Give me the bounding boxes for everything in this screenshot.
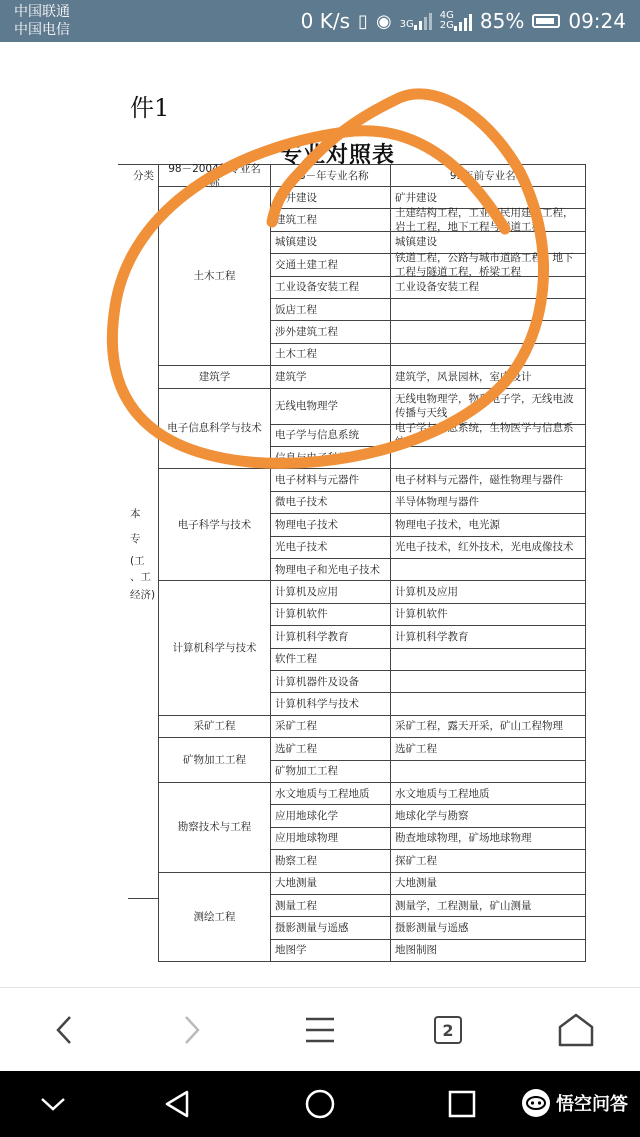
table-cell-major-93: 计算机科学教育: [270, 625, 390, 647]
table-cell-major-93: 水文地质与工程地质: [270, 782, 390, 804]
header-category: 分类: [118, 164, 158, 186]
table-cell-major-pre-93: [390, 298, 586, 320]
left-column-fragment: 本: [130, 508, 141, 520]
signal-bars-icon: [414, 12, 432, 30]
table-cell-major-93: 应用地球化学: [270, 804, 390, 826]
table-cell-major-pre-93: 电子学与信息系统，生物医学与信息系统: [390, 424, 586, 446]
table-cell-major-93: 电子学与信息系统: [270, 424, 390, 446]
carrier-label-2: 中国电信: [14, 22, 70, 38]
system-home-button[interactable]: [295, 1079, 345, 1129]
tabs-button[interactable]: [420, 1002, 476, 1058]
table-cell-major-93: 交通土建工程: [270, 253, 390, 275]
chevron-left-icon: [52, 1014, 76, 1046]
table-cell-major-93: 矿物加工工程: [270, 760, 390, 782]
table-cell-major-93: 大地测量: [270, 872, 390, 894]
table-cell-major-93: 涉外建筑工程: [270, 320, 390, 342]
net-3g-label: 3G: [399, 19, 414, 30]
table-cell-major-pre-93: 工业设备安装工程: [390, 276, 586, 298]
table-cell-major-pre-93: 土建结构工程，工业与民用建筑工程，岩土工程，地下工程与隧道工程: [390, 208, 586, 230]
table-cell-major-93: 光电子技术: [270, 536, 390, 558]
table-cell-major-93: 计算机软件: [270, 603, 390, 625]
home-button[interactable]: [548, 1002, 604, 1058]
table-cell-major-93: 城镇建设: [270, 231, 390, 253]
table-cell-major-pre-93: 光电子技术，红外技术，光电成像技术: [390, 536, 586, 558]
table-cell-major-pre-93: 建筑学，风景园林，室内设计: [390, 365, 586, 387]
table-cell-major-group: 电子信息科学与技术: [158, 388, 270, 469]
table-cell-major-group: 采矿工程: [158, 715, 270, 737]
forward-button[interactable]: [164, 1002, 220, 1058]
table-cell-major-93: 计算机科学与技术: [270, 692, 390, 714]
chevron-down-icon: [40, 1096, 66, 1112]
table-cell-major-pre-93: [390, 760, 586, 782]
table-cell-major-93: 采矿工程: [270, 715, 390, 737]
battery-percent: 85%: [479, 9, 525, 33]
table-cell-major-group: 计算机科学与技术: [158, 580, 270, 714]
table-cell-major-group: 测绘工程: [158, 872, 270, 962]
table-cell-major-93: 物理电子技术: [270, 513, 390, 535]
clock: 09:24: [568, 9, 626, 33]
watermark-text: 悟空问答: [556, 1094, 628, 1115]
table-cell-major-93: 建筑学: [270, 365, 390, 387]
square-recents-icon: [448, 1090, 476, 1118]
table-cell-major-pre-93: [390, 670, 586, 692]
status-bar: [0, 0, 640, 42]
table-cell-major-pre-93: 选矿工程: [390, 737, 586, 759]
table-cell-major-pre-93: 计算机科学教育: [390, 625, 586, 647]
net-4g-label: 4G: [439, 10, 454, 21]
table-cell-major-pre-93: [390, 343, 586, 365]
left-column-fragment: (工: [130, 555, 145, 567]
wukong-logo-icon: [522, 1089, 550, 1117]
circle-home-icon: [305, 1089, 335, 1119]
document-heading: 件1: [130, 94, 170, 122]
table-cell-major-93: 选矿工程: [270, 737, 390, 759]
status-indicators: [301, 0, 626, 42]
battery-icon: [532, 14, 560, 28]
table-cell-major-93: 软件工程: [270, 648, 390, 670]
table-cell-major-pre-93: 地图制图: [390, 939, 586, 961]
table-cell-major-93: 计算机及应用: [270, 580, 390, 602]
table-cell-major-pre-93: [390, 648, 586, 670]
table-cell-major-93: 工业设备安装工程: [270, 276, 390, 298]
triangle-back-icon: [163, 1089, 191, 1119]
table-cell-major-pre-93: 计算机软件: [390, 603, 586, 625]
table-cell-major-pre-93: 大地测量: [390, 872, 586, 894]
table-cell-major-93: 勘察工程: [270, 849, 390, 871]
left-column-fragment: 经济): [130, 589, 156, 601]
table-cell-major-pre-93: 物理电子技术，电光源: [390, 513, 586, 535]
table-cell-major-93: 地图学: [270, 939, 390, 961]
table-cell-major-pre-93: 采矿工程，露天开采，矿山工程物理: [390, 715, 586, 737]
table-cell-major-93: 摄影测量与遥感: [270, 916, 390, 938]
table-cell-major-93: 电子材料与元器件: [270, 468, 390, 490]
left-column-fragment: 、工: [130, 571, 151, 583]
system-navigation-bar: [0, 1071, 640, 1137]
network-speed: 0 K/s: [300, 9, 351, 33]
recents-button[interactable]: [437, 1079, 487, 1129]
table-cell-major-pre-93: 城镇建设: [390, 231, 586, 253]
table-cell-major-pre-93: 矿井建设: [390, 186, 586, 208]
table-cell-major-93: 信息与电子科学: [270, 446, 390, 468]
table-cell-major-pre-93: 计算机及应用: [390, 580, 586, 602]
table-cell-major-93: 无线电物理学: [270, 388, 390, 424]
net-2g-label: 2G: [439, 20, 454, 31]
chevron-right-icon: [180, 1014, 204, 1046]
table-cell-major-pre-93: 电子材料与元器件，磁性物理与器件: [390, 468, 586, 490]
signal-4g: [440, 11, 472, 31]
menu-button[interactable]: [292, 1002, 348, 1058]
table-cell-major-pre-93: [390, 320, 586, 342]
table-cell-major-pre-93: [390, 558, 586, 580]
signal-bars-icon: [454, 13, 472, 31]
browser-bottom-bar: [0, 987, 640, 1072]
hamburger-menu-icon: [305, 1017, 335, 1043]
table-cell-major-group: 土木工程: [158, 186, 270, 365]
carrier-label-1: 中国联通: [14, 4, 70, 20]
table-cell-major-pre-93: 测量学，工程测量，矿山测量: [390, 894, 586, 916]
wukong-watermark: [522, 1089, 628, 1117]
table-cell-major-pre-93: 探矿工程: [390, 849, 586, 871]
table-bottom-border: [158, 961, 586, 962]
table-cell-major-pre-93: 铁道工程，公路与城市道路工程，地下工程与隧道工程，桥梁工程: [390, 253, 586, 275]
vibrate-icon: ▯: [358, 10, 368, 32]
document-viewer[interactable]: [0, 42, 640, 987]
table-cell-major-93: 土木工程: [270, 343, 390, 365]
table-cell-major-93: 矿井建设: [270, 186, 390, 208]
home-icon: [558, 1013, 594, 1047]
table-cell-major-group: 电子科学与技术: [158, 468, 270, 580]
table-cell-major-pre-93: 无线电物理学，物理电子学，无线电波传播与天线: [390, 388, 586, 424]
collapse-button[interactable]: [28, 1079, 78, 1129]
tab-count-badge: 2: [434, 1016, 462, 1044]
table-cell-major-pre-93: 地球化学与勘察: [390, 804, 586, 826]
table-cell-major-pre-93: 勘查地球物理，矿场地球物理: [390, 827, 586, 849]
table-cell-major-93: 应用地球物理: [270, 827, 390, 849]
table-cell-major-93: 饭店工程: [270, 298, 390, 320]
header-major-93: 93－年专业名称: [270, 164, 390, 186]
table-cell-major-93: 测量工程: [270, 894, 390, 916]
header-major-pre-93: 93年前专业名称: [390, 164, 586, 186]
signal-3g: [400, 12, 432, 30]
system-back-button[interactable]: [152, 1079, 202, 1129]
table-cell-major-pre-93: 摄影测量与遥感: [390, 916, 586, 938]
left-column-fragment: 专: [130, 533, 141, 545]
table-cell-major-93: 微电子技术: [270, 491, 390, 513]
table-cell-major-pre-93: 半导体物理与器件: [390, 491, 586, 513]
table-cell-major-group: 建筑学: [158, 365, 270, 387]
table-cell-major-group: 矿物加工工程: [158, 737, 270, 782]
table-cell-major-pre-93: [390, 446, 586, 468]
table-cell-major-group: 勘察技术与工程: [158, 782, 270, 872]
table-cell-major-pre-93: [390, 692, 586, 714]
header-major-98-2004: 98－2004年专业名称: [158, 164, 270, 186]
table-title: 专业对照表: [280, 143, 396, 168]
left-column-divider: [128, 898, 158, 899]
table-cell-major-93: 建筑工程: [270, 208, 390, 230]
back-button[interactable]: [36, 1002, 92, 1058]
eye-icon: ◉: [375, 10, 392, 32]
table-cell-major-93: 物理电子和光电子技术: [270, 558, 390, 580]
table-cell-major-pre-93: 水文地质与工程地质: [390, 782, 586, 804]
table-cell-major-93: 计算机器件及设备: [270, 670, 390, 692]
